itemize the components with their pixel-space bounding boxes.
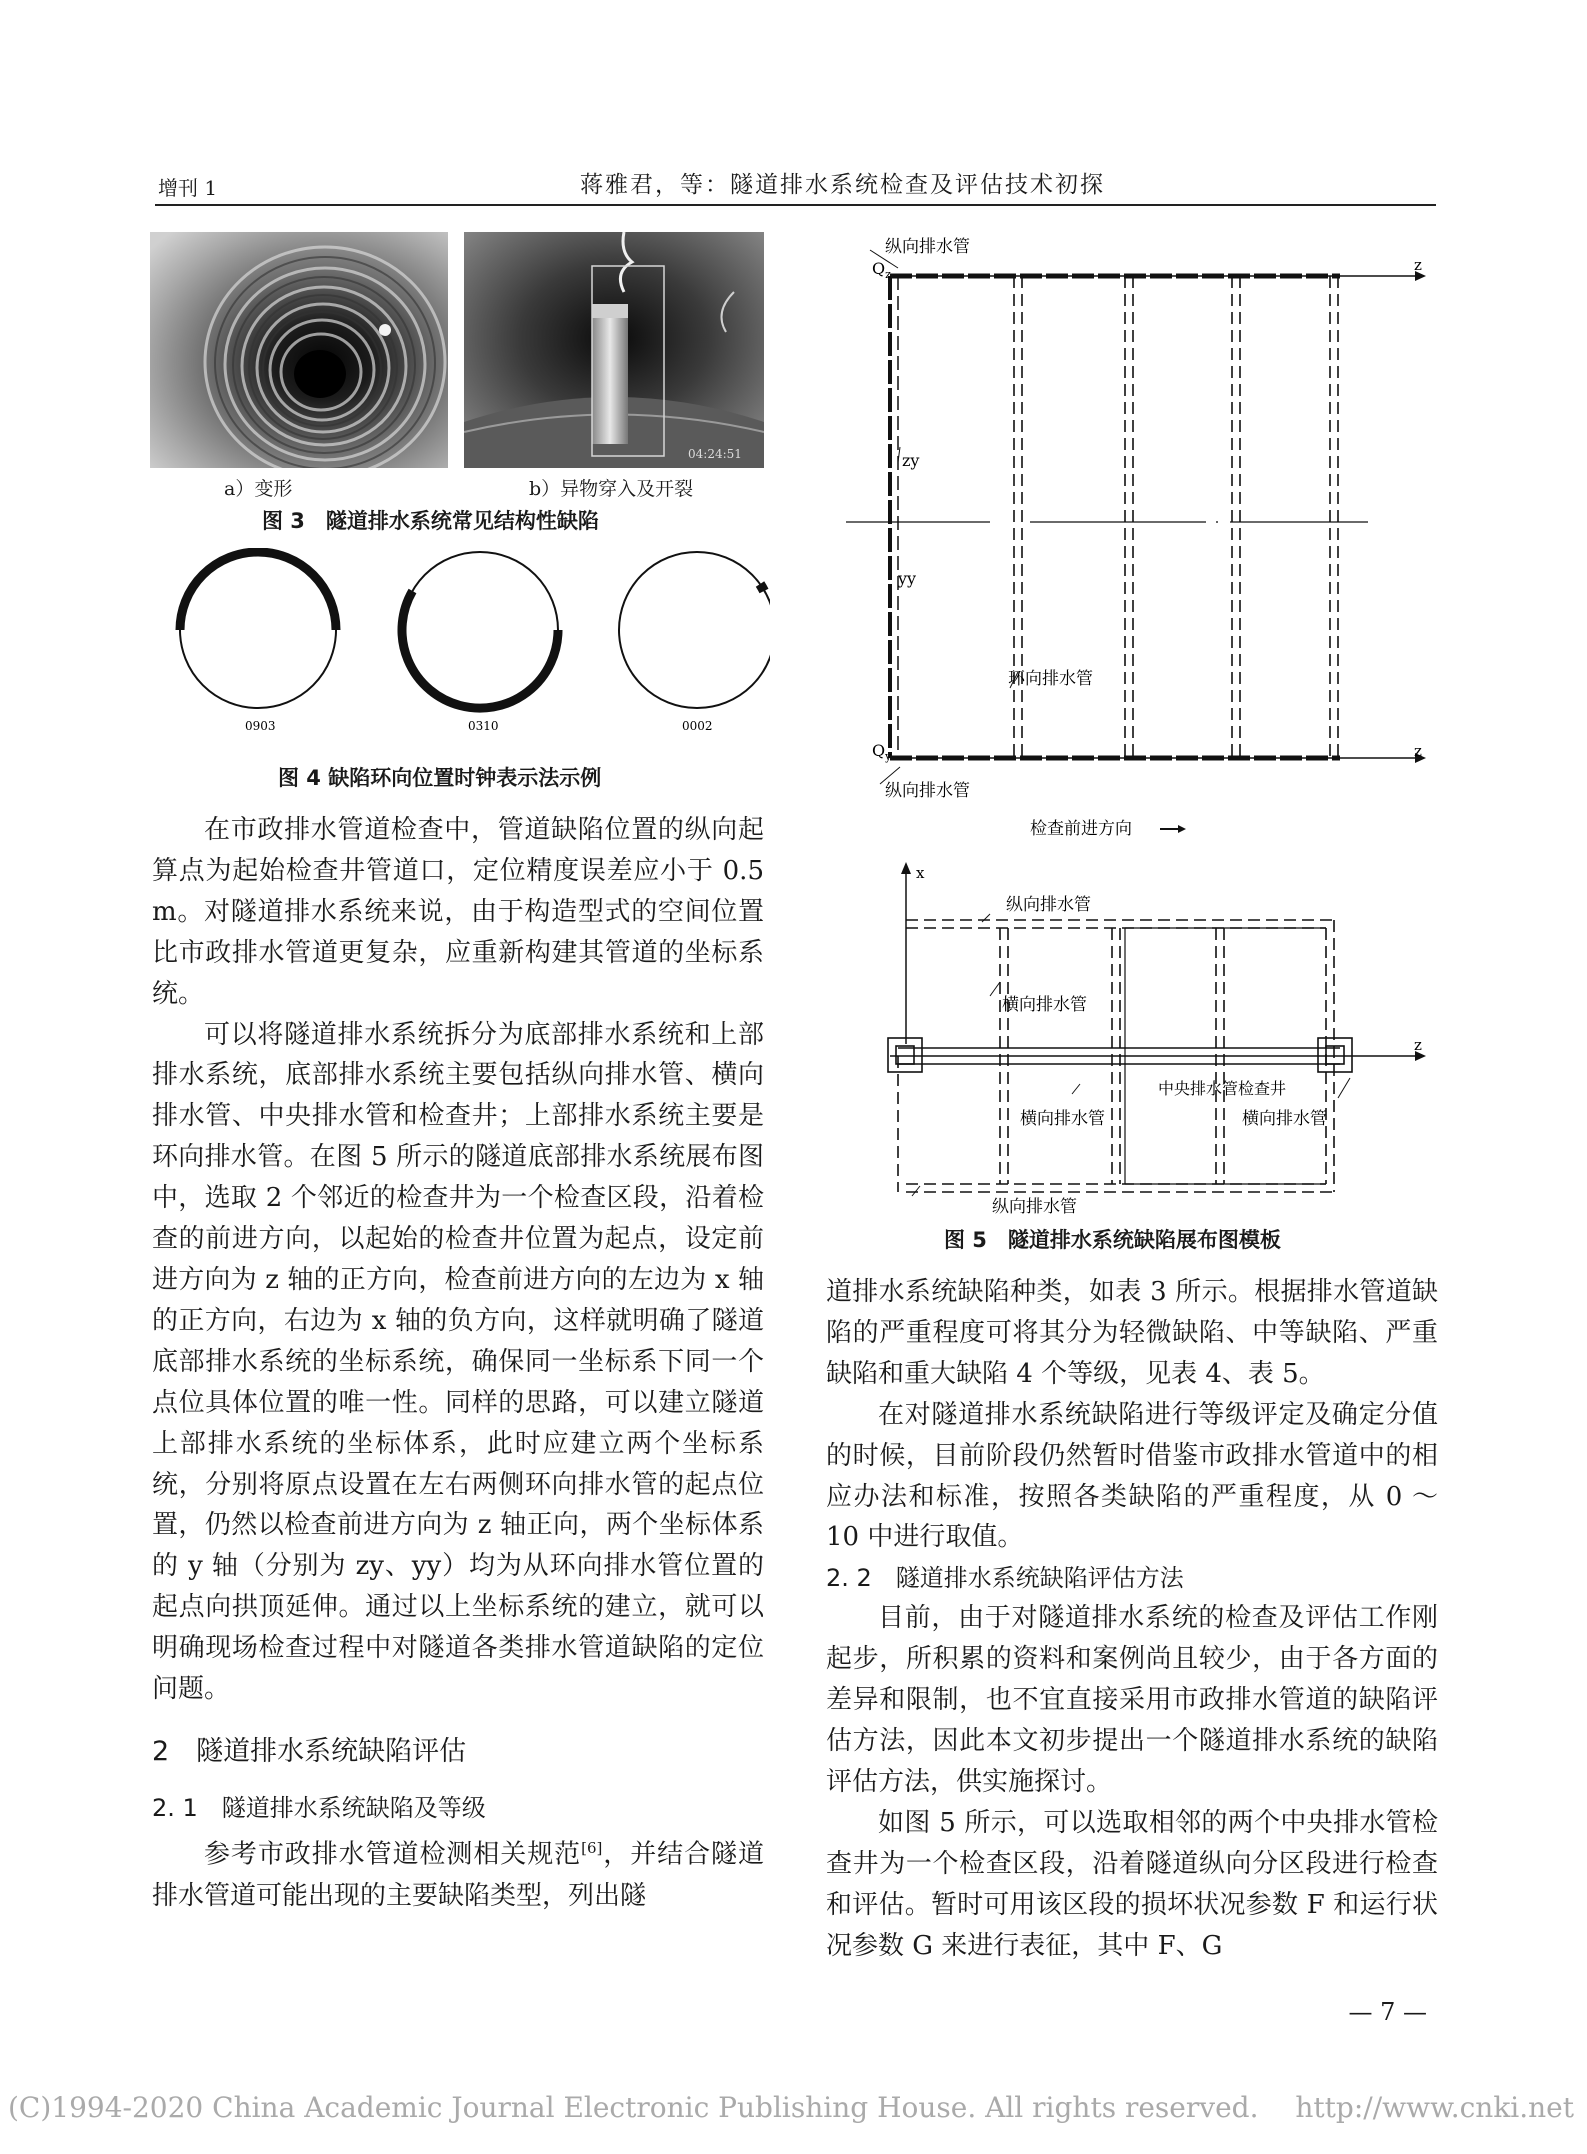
fig4-label-1: 0903 (245, 719, 276, 733)
fig4-caption: 图 4 缺陷环向位置时钟表示法示例 (278, 766, 602, 790)
fig4-defect-arc-2 (402, 591, 558, 708)
subsection-heading-2-2: 2. 2 隧道排水系统缺陷评估方法 (826, 1564, 1184, 1593)
copyright-footer: (C)1994-2020 China Academic Journal Electronic Publishing House. All rights reserved. http://www.cnki.net (8, 2091, 1575, 2124)
running-header-issue: 增刊 1 (158, 176, 218, 200)
section-heading-2: 2 隧道排水系统缺陷评估 (152, 1735, 467, 1767)
right-column (826, 1272, 1438, 1967)
fig4-defect-arc-1 (180, 552, 336, 630)
right-paragraph-2: 在对隧道排水系统缺陷进行等级评定及确定分值的时候，目前阶段仍然暂时借鉴市政排水管道中的相应办法和标准，按照各类缺陷的严重程度，从 0 ～ 10 中进行取值。 (826, 1399, 1438, 1553)
fig5-top-label-qy: $Q_y$ (872, 741, 892, 763)
fig4-label-2: 0310 (468, 719, 499, 733)
fig5-top-diagram (840, 232, 1430, 844)
left-paragraph-3 (152, 1828, 764, 1916)
subsection-heading-2-1: 2. 1 隧道排水系统缺陷及等级 (152, 1793, 486, 1822)
fig3-photo-deformation (150, 232, 448, 468)
fig4-label-3: 0002 (682, 719, 713, 733)
fig3-photo-timestamp: 04:24:51 (688, 447, 742, 461)
citation-ref-6[interactable]: [6] (581, 1838, 603, 1857)
fig5-bottom-diagram (840, 862, 1430, 1222)
fig3-photo-intrusion-crack (464, 232, 764, 468)
right-paragraph-3: 目前，由于对隧道排水系统的检查及评估工作刚起步，所积累的资料和案例尚且较少，由于各方面的差异和限制，也不宜直接采用市政排水管道的缺陷评估方法，因此本文初步提出一个隧道排水系统的缺陷评估方法，供实施探讨。 (826, 1603, 1438, 1797)
fig5-top-direction-arrow-icon (1160, 825, 1186, 833)
fig5-bottom-axis-x: x (916, 864, 925, 882)
fig3-sub-b: b）异物穿入及开裂 (529, 478, 694, 500)
fig5-bottom-label-well: 中央排水管检查井 (1158, 1079, 1287, 1098)
fig5-bottom-label-longitudinal-top: 纵向排水管 (1006, 895, 1091, 915)
fig5-top-label-longitudinal-bottom: 纵向排水管 (885, 781, 970, 801)
left-paragraph-3-text-cont: ，并结合隧道排水管道可能出现的主要缺陷类型，列出隧 (152, 1839, 764, 1911)
fig5-bottom-well-left (888, 1038, 922, 1072)
fig5-top-label-yy: yy (898, 569, 917, 588)
fig5-bottom-label-transverse-3: 横向排水管 (1242, 1109, 1327, 1129)
fig5-top-label-zy: zy (902, 451, 920, 470)
left-column (152, 810, 764, 1916)
fig5-top-direction-label: 检查前进方向 (1030, 819, 1132, 839)
fig3-caption: 图 3 隧道排水系统常见结构性缺陷 (262, 509, 599, 533)
left-paragraph-2: 可以将隧道排水系统拆分为底部排水系统和上部排水系统，底部排水系统主要包括纵向排水管、横向排水管、中央排水管和检查井；上部排水系统主要是环向排水管。在图 5 所示的隧道底部排水系统展布图中，选取 2 个邻近的检查井为一个检查区段，沿着检查的前进方向，以起始的检查井位置为起点，设定前进方向为 z 轴的正方向，检查前进方向的左边为 x 轴的正方向，右边为 x 轴的负方向，这样就明确了隧道底部排水系统的坐标系统，确保同一坐标系下同一个点位具体位置的唯一性。同样的思路，可以建立隧道上部排水系统的坐标体系，此时应建立两个坐标系统，分别将原点设置在左右两侧环向排水管的起点位置，仍然以检查前进方向为 z 轴正向，两个坐标体系的 y 轴（分别为 zy、yy）均为从环向排水管位置的起点向拱顶延伸。通过以上坐标系统的建立，就可以明确现场检查过程中对隧道各类排水管道缺陷的定位问题。 (152, 1019, 764, 1705)
fig5-bottom-well-right (1318, 1038, 1352, 1072)
fig5-bottom-axis-z: z (1414, 1036, 1422, 1054)
page-number: — 7 — (1348, 1998, 1427, 2026)
fig4-clock-diagram (150, 548, 770, 738)
right-paragraph-continued: 道排水系统缺陷种类，如表 3 所示。根据排水管道缺陷的严重程度可将其分为轻微缺陷、中等缺陷、严重缺陷和重大缺陷 4 个等级，见表 4、表 5。 (826, 1277, 1438, 1389)
fig3-sub-a: a）变形 (224, 478, 293, 500)
fig5-top-label-ring: 环向排水管 (1008, 669, 1093, 689)
fig4-defect-arc-3 (760, 584, 764, 591)
fig5-bottom-label-transverse-1: 横向排水管 (1002, 995, 1087, 1015)
fig5-bottom-label-transverse-2: 横向排水管 (1020, 1109, 1105, 1129)
fig5-top-axis-z-bottom: z (1414, 742, 1422, 760)
left-paragraph-3-text: 参考市政排水管道检测相关规范 (204, 1839, 582, 1870)
left-paragraph-1: 在市政排水管道检查中，管道缺陷位置的纵向起算点为起始检查井管道口，定位精度误差应小于 0.5 m。对隧道排水系统来说，由于构造型式的空间位置比市政排水管道更复杂，应重新构建其管道的坐标系统。 (152, 815, 764, 1009)
fig5-top-label-longitudinal-top: 纵向排水管 (885, 237, 970, 257)
fig5-top-label-qz: $Q_z$ (872, 259, 891, 281)
fig5-top-axis-z-top: z (1414, 256, 1422, 274)
running-header-title: 蒋雅君，等：隧道排水系统检查及评估技术初探 (580, 172, 1105, 198)
fig5-bottom-label-longitudinal-bottom: 纵向排水管 (992, 1197, 1077, 1217)
fig4-clock-3 (619, 552, 770, 708)
right-paragraph-4: 如图 5 所示，可以选取相邻的两个中央排水管检查井为一个检查区段，沿着隧道纵向分区段进行检查和评估。暂时可用该区段的损坏状况参数 F 和运行状况参数 G 来进行表征，其中 F、G (826, 1807, 1438, 1961)
fig5-caption: 图 5 隧道排水系统缺陷展布图模板 (944, 1228, 1281, 1252)
header-rule (155, 204, 1436, 206)
